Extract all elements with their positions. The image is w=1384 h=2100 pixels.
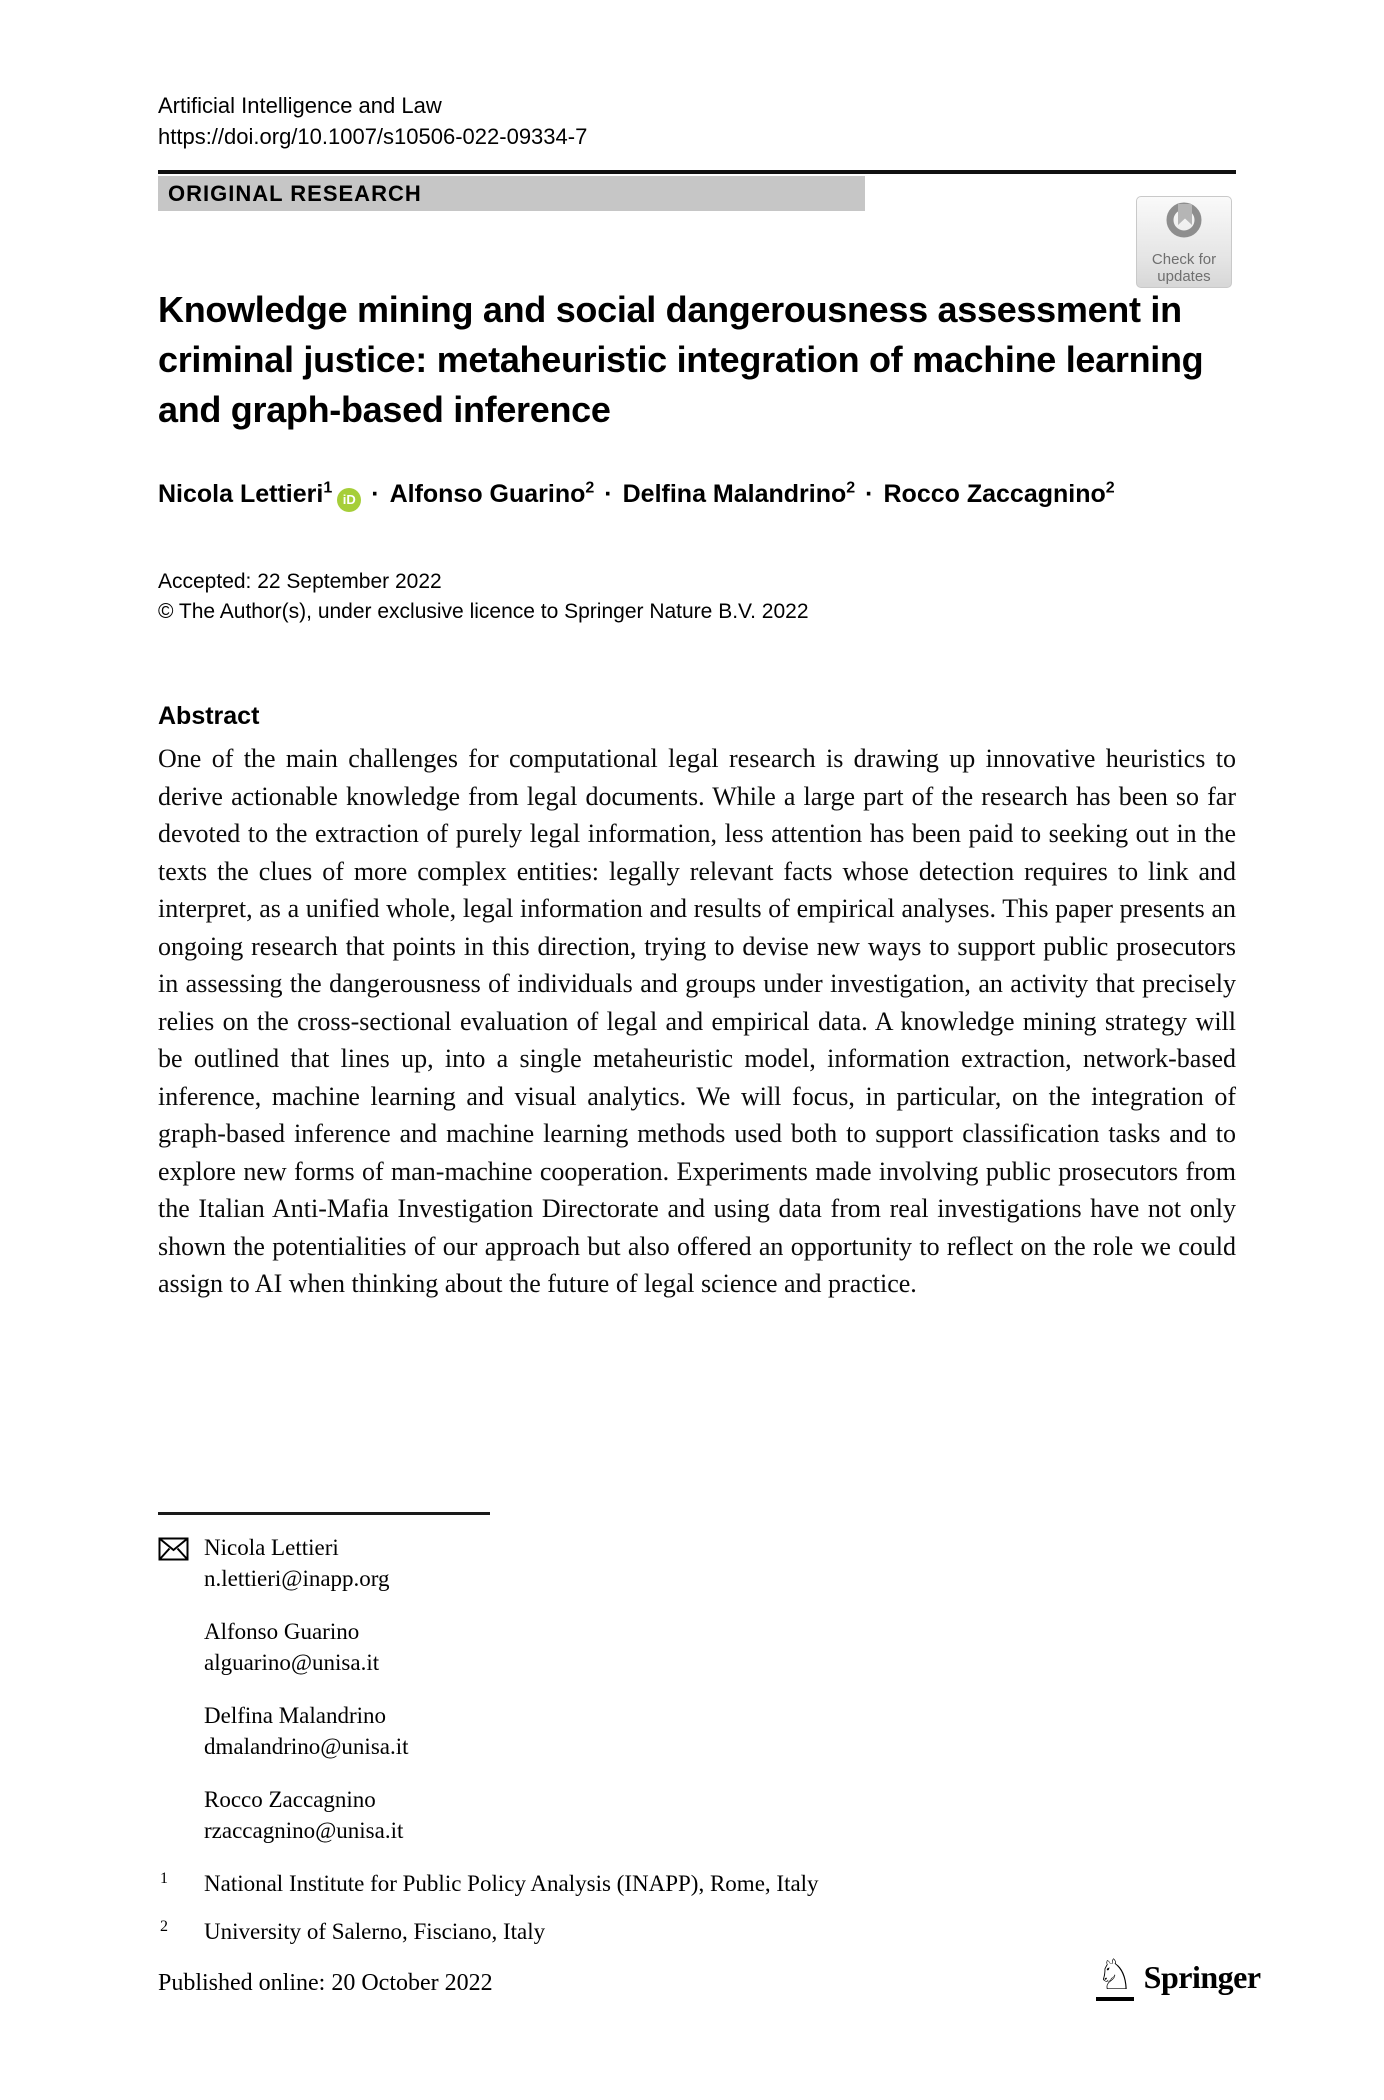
- check-updates-ring-icon: [1162, 200, 1206, 249]
- affiliation-entry: [158, 1868, 1058, 1899]
- contact-name: Nicola Lettieri: [204, 1535, 339, 1560]
- abstract-heading: Abstract: [158, 702, 260, 730]
- journal-name: Artificial Intelligence and Law: [158, 93, 442, 118]
- journal-header: [158, 90, 587, 152]
- page-title: Knowledge mining and social dangerousness assessment in criminal justice: metaheuristic integration of machine learning and graph-based inference: [158, 289, 1204, 430]
- affiliation-superscript: 1: [323, 480, 333, 497]
- affiliation-mark: 1: [160, 1870, 168, 1887]
- affiliation-text: University of Salerno, Fisciano, Italy: [204, 1919, 546, 1944]
- affiliation-mark: 2: [160, 1918, 168, 1935]
- affiliation-entry: [158, 1916, 1058, 1947]
- contact-name: Alfonso Guarino: [204, 1619, 360, 1644]
- copyright-line: © The Author(s), under exclusive licence to Springer Nature B.V. 2022: [158, 600, 809, 623]
- abstract-text: One of the main challenges for computational legal research is drawing up innovative heuristics to derive actionable knowledge from legal documents. While a large part of the research has been so far devoted to the extraction of purely legal information, less attention has been paid to seeking out in the texts the clues of more complex entities: legally relevant facts whose detection requires to link and interpret, as a unified whole, legal information and results of empirical analyses. This paper presents an ongoing research that points in this direction, trying to devise new ways to support public prosecutors in assessing the dangerousness of individuals and groups under investigation, an activity that precisely relies on the cross-sectional evaluation of legal and empirical data. A knowledge mining strategy will be outlined that lines up, into a single metaheuristic model, information extraction, network-based inference, machine learning and visual analytics. We will focus, in particular, on the integration of graph-based inference and machine learning methods used both to support classification tasks and to explore new forms of man-machine cooperation. Experiments made involving public prosecutors from the Italian Anti-Mafia Investigation Directorate and using data from real investigations have not only shown the potentialities of our approach but also offered an opportunity to reflect on the role we could assign to AI when thinking about the future of legal science and practice.: [158, 744, 1236, 1298]
- author: Delfina Malandrino$^2$: [622, 480, 856, 509]
- affiliations-block: [158, 1868, 1058, 1964]
- header-rule: [158, 170, 1236, 174]
- contact-email[interactable]: dmalandrino@unisa.it: [204, 1734, 409, 1759]
- springer-knight-icon: ♘: [1096, 1950, 1134, 1999]
- affiliation-superscript: 2: [1105, 480, 1115, 497]
- publisher-name: Springer: [1143, 1959, 1261, 1995]
- article-type-banner: ORIGINAL RESEARCH: [158, 176, 865, 211]
- contact-name: Rocco Zaccagnino: [204, 1787, 376, 1812]
- orcid-icon[interactable]: iD: [337, 488, 361, 512]
- springer-logo: [1096, 1950, 1261, 2001]
- contact-email[interactable]: rzaccagnino@unisa.it: [204, 1818, 404, 1843]
- affiliation-superscript: 2: [585, 480, 595, 497]
- author-separator: ·: [865, 480, 874, 509]
- check-updates-label: Check for updates: [1151, 250, 1217, 285]
- contact-entry: [158, 1616, 778, 1678]
- publication-dates: [158, 567, 809, 627]
- contact-entry: [158, 1784, 778, 1846]
- author: Nicola Lettieri$^1$iD: [158, 480, 361, 508]
- correspondence-rule: [158, 1512, 490, 1515]
- contact-email[interactable]: alguarino@unisa.it: [204, 1650, 380, 1675]
- author-list: [158, 480, 1258, 512]
- author-separator: ·: [604, 480, 613, 509]
- corresponding-author-entry: [158, 1532, 778, 1594]
- contact-entry: [158, 1700, 778, 1762]
- affiliation-text: National Institute for Public Policy Analysis (INAPP), Rome, Italy: [204, 1871, 819, 1896]
- accepted-date: Accepted: 22 September 2022: [158, 570, 442, 593]
- doi-link[interactable]: https://doi.org/10.1007/s10506-022-09334-7: [158, 124, 588, 149]
- correspondence-block: [158, 1532, 778, 1868]
- published-online-date: Published online: 20 October 2022: [158, 1970, 493, 1996]
- contact-name: Delfina Malandrino: [204, 1703, 387, 1728]
- check-for-updates-badge[interactable]: [1136, 196, 1232, 288]
- author: Rocco Zaccagnino$^2$: [883, 480, 1115, 509]
- author-separator: ·: [371, 480, 380, 509]
- contact-email[interactable]: n.lettieri@inapp.org: [204, 1566, 390, 1591]
- author: Alfonso Guarino$^2$: [389, 480, 595, 509]
- affiliation-superscript: 2: [846, 480, 856, 497]
- envelope-icon: [158, 1537, 189, 1569]
